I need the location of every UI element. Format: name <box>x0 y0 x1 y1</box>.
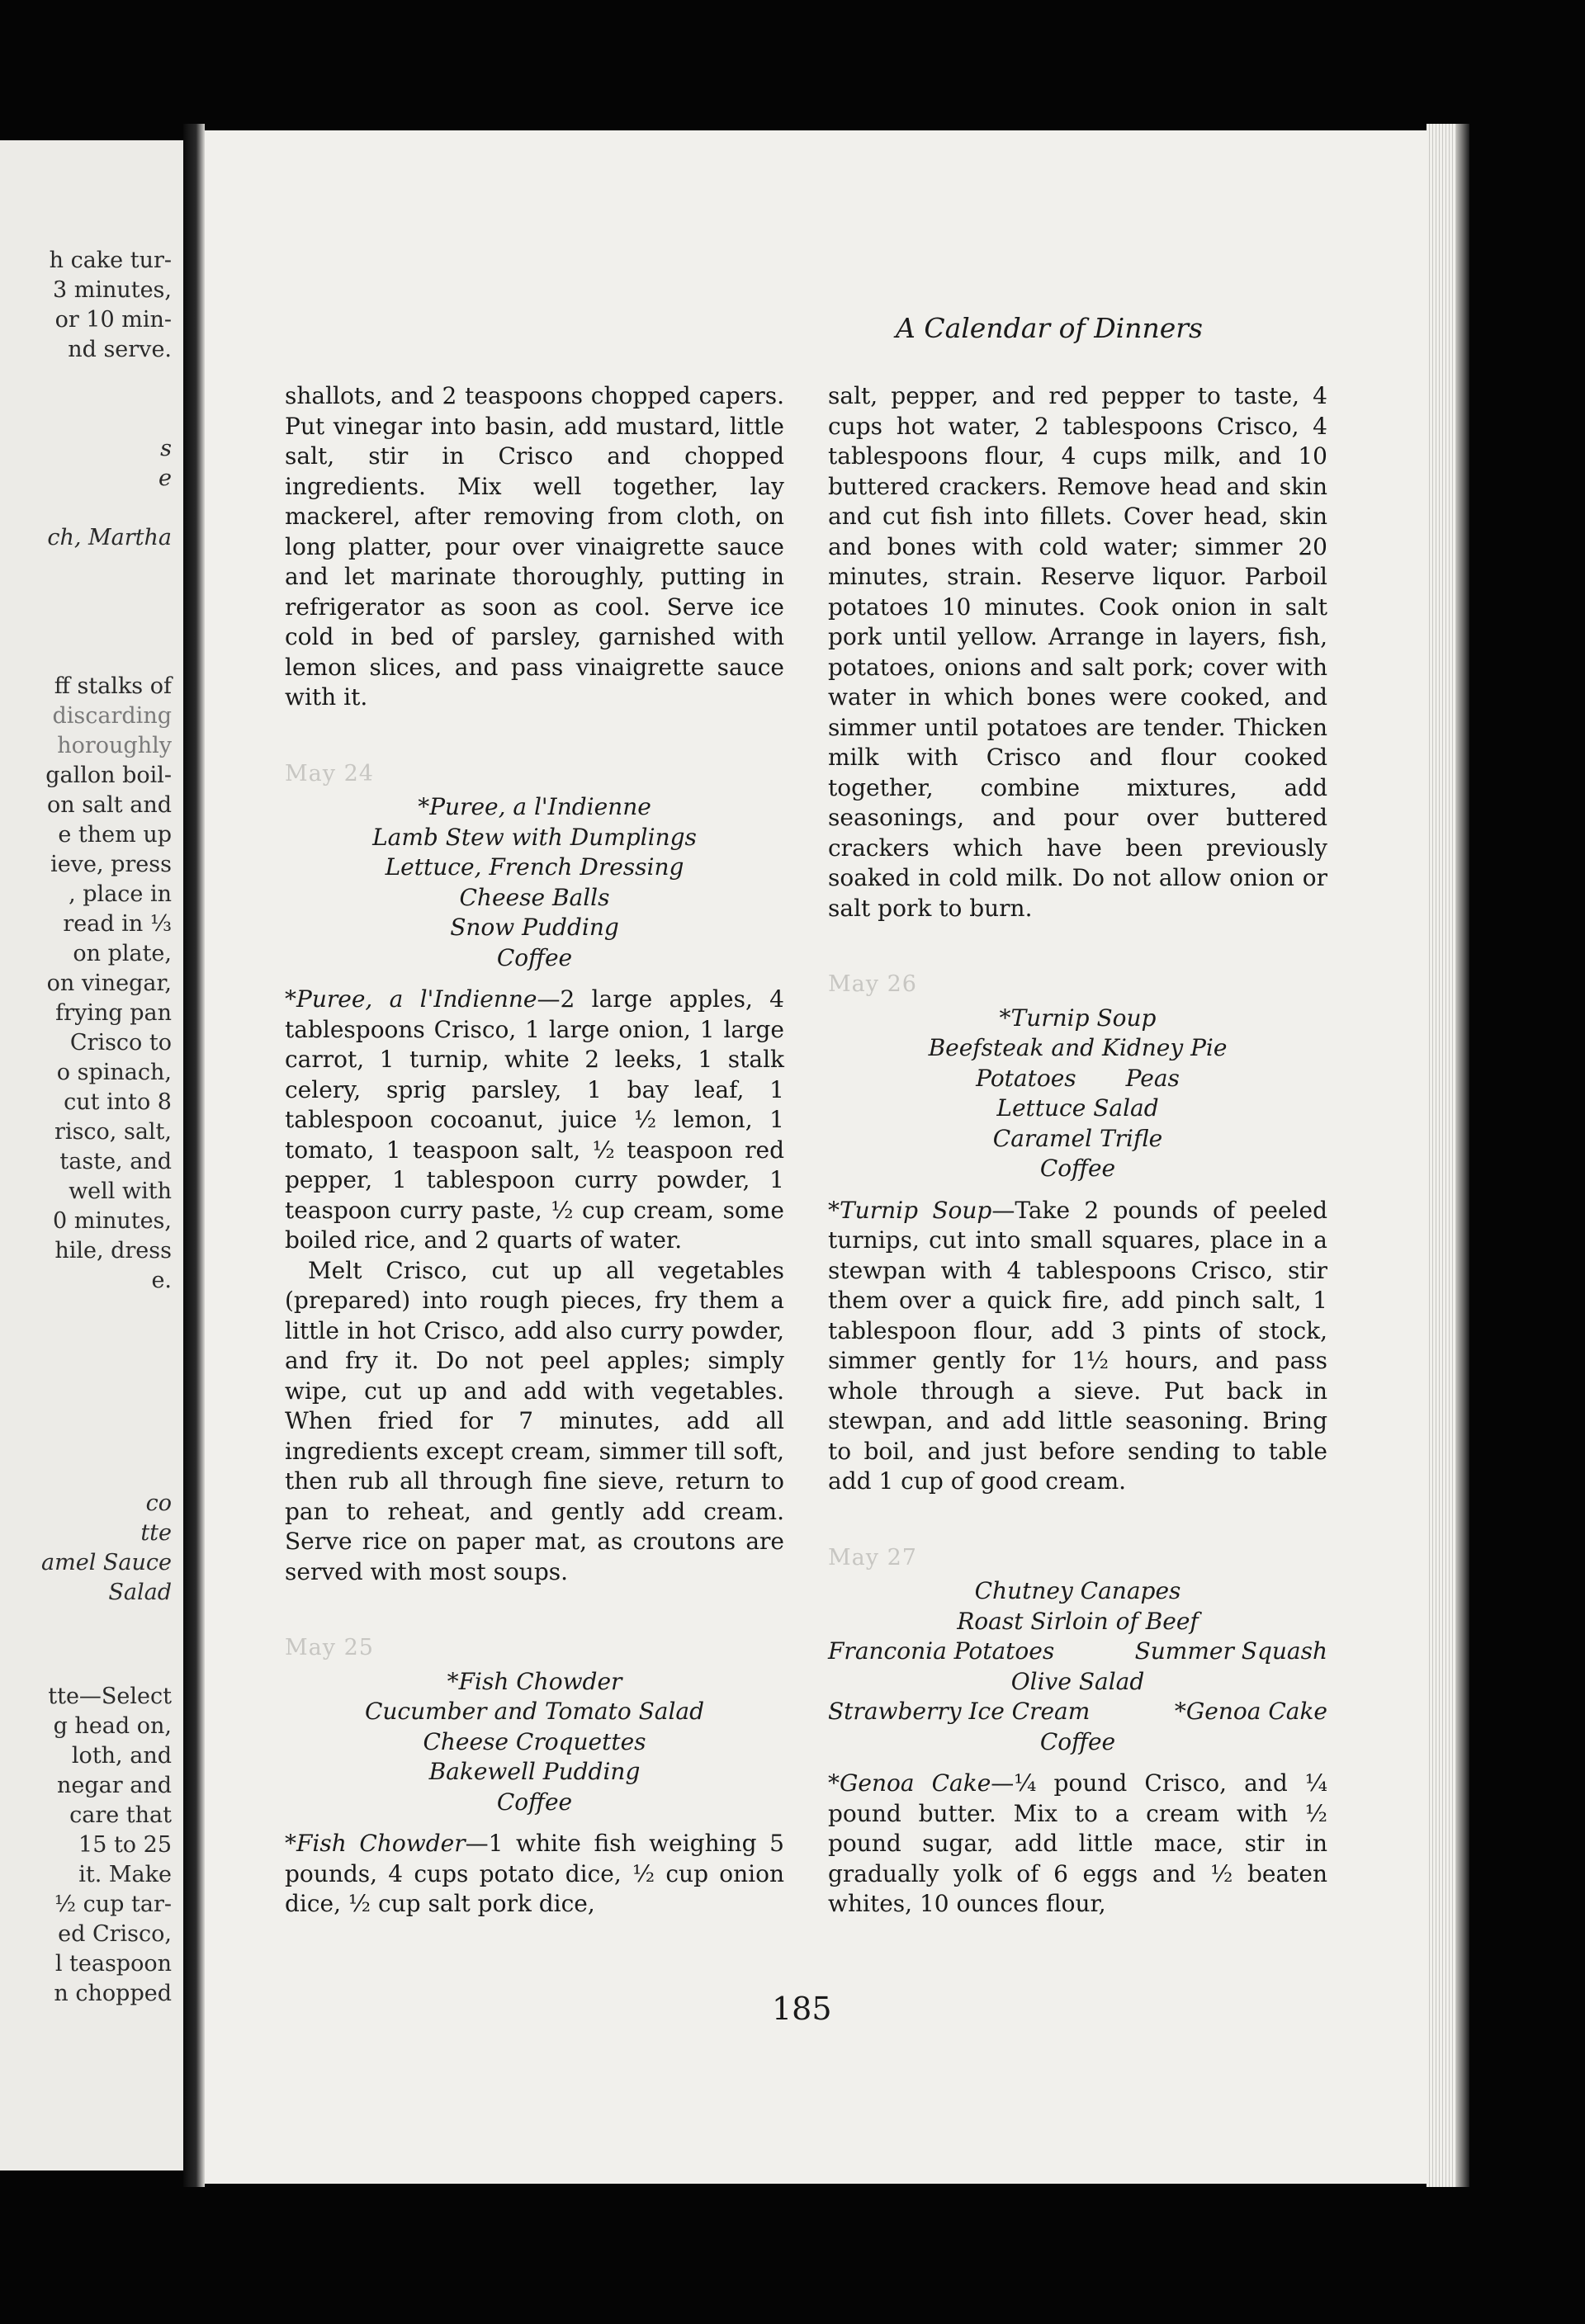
left-page-line: ed Crisco, <box>58 1921 172 1947</box>
recipe-paragraph <box>285 985 784 1256</box>
left-page-line: risco, salt, <box>54 1119 172 1145</box>
left-page-line: ch, Martha <box>47 525 172 550</box>
left-page-line: l teaspoon <box>54 1951 172 1977</box>
recipe-ingredients: —1 white fish weighing 5 pounds, 4 cups potato dice, ½ cup onion dice, ½ cup salt pork dice, <box>285 1830 784 1917</box>
recipe-title: *Fish Chowder <box>285 1830 466 1857</box>
recipe-title: *Puree, a l'Indienne <box>285 985 537 1013</box>
recipe-title: *Turnip Soup <box>828 1196 992 1224</box>
menu-item: Cheese Croquettes <box>423 1727 646 1755</box>
running-head: A Calendar of Dinners <box>896 312 1203 344</box>
left-page-line: cut into 8 <box>64 1089 172 1115</box>
menu-item: *Genoa Cake <box>1174 1698 1327 1725</box>
left-page-line: on vinegar, <box>46 971 172 996</box>
left-page-line: e them up <box>58 822 172 848</box>
menu-item: Coffee <box>1039 1727 1116 1755</box>
menu-item-pair <box>828 1697 1327 1727</box>
left-page-line: o spinach, <box>56 1060 172 1085</box>
menu-item: *Turnip Soup <box>999 1004 1157 1032</box>
dinner-menu <box>285 792 784 973</box>
menu-item: Lettuce Salad <box>996 1094 1159 1122</box>
menu-item: Coffee <box>1039 1155 1116 1182</box>
recipe-text: —Take 2 pounds of peeled turnips, cut into small squares, place in a stewpan with 4 tablespoons Crisco, stir them over a quick fire, add pinch salt, 1 tablespoon flour, add 3 pints of stock, simmer gently for 1½ hours, and pass whole through a sieve. Put back in stewpan, and add little seasoning. Bring to boil, and just before sending to table add 1 cup of good cream. <box>828 1196 1328 1495</box>
left-page-line: e. <box>151 1268 172 1293</box>
menu-item: Coffee <box>496 943 573 971</box>
left-page-line: tte—Select <box>48 1684 172 1709</box>
left-page-line: co <box>145 1490 172 1516</box>
continued-recipe-text: salt, pepper, and red pepper to taste, 4 cups hot water, 2 tablespoons Crisco, 4 tablespoons flour, 4 cups milk, and 10 buttered crackers. Remove head and skin and cut fish into fillets. Cover head, skin and bones with cold water; simmer 20 minutes, strain. Reserve liquor. Parboil potatoes 10 minutes. Cook onion in salt pork until yellow. Arrange in layers, fish, potatoes, onions and salt pork; cover with water in which bones were cooked, and simmer until potatoes are tender. Thicken milk with Crisco and flour cooked together, combine mixtures, add seasonings, and pour over buttered crackers which have been previously soaked in cold milk. Do not allow onion or salt pork to burn. <box>828 382 1327 922</box>
left-page-line: tte <box>140 1520 172 1546</box>
menu-item: Lettuce, French Dressing <box>385 853 684 881</box>
menu-item: Peas <box>1125 1064 1180 1092</box>
menu-item: Beefsteak and Kidney Pie <box>928 1034 1228 1061</box>
left-page-line: on salt and <box>46 792 172 818</box>
left-page-line: negar and <box>56 1773 172 1798</box>
left-page-line: , place in <box>69 881 172 907</box>
left-page-line: or 10 min- <box>54 307 172 333</box>
left-page-line: 3 minutes, <box>52 277 172 303</box>
left-page-line: 15 to 25 <box>78 1832 172 1858</box>
left-page-line: it. Make <box>78 1862 172 1887</box>
left-page-line: s <box>160 436 172 461</box>
menu-item: Coffee <box>496 1788 573 1816</box>
recipe-text: —¼ pound Crisco, and ¼ pound butter. Mix to a cream with ½ pound sugar, add little mace, stir in gradually yolk of 6 eggs and ½ beaten whites, 10 ounces flour, <box>828 1769 1328 1917</box>
recipe-paragraph <box>828 1769 1327 1920</box>
column-left <box>285 381 784 1920</box>
left-page-line: taste, and <box>59 1149 172 1174</box>
recipe-paragraph <box>828 1196 1327 1497</box>
left-page-line: nd serve. <box>68 337 172 362</box>
left-page-line: e <box>158 465 172 491</box>
left-page-line: loth, and <box>71 1743 172 1769</box>
left-page-line: 0 minutes, <box>52 1208 172 1234</box>
left-page-line: n chopped <box>54 1981 172 2006</box>
continued-recipe-text: shallots, and 2 teaspoons chopped capers. Put vinegar into basin, add mustard, little salt, stir in Crisco and chopped ingredients. Mix well together, lay mackerel, after removing from cloth, on long platter, pour over vinaigrette sauce and let marinate thoroughly, putting in refrigerator as soon as cool. Serve ice cold in bed of parsley, garnished with lemon slices, and pass vinaigrette sauce with it. <box>285 382 784 711</box>
left-page-line: hile, dress <box>54 1238 172 1264</box>
page-number: 185 <box>772 1991 832 2027</box>
column-right <box>828 381 1327 1920</box>
menu-item: Roast Sirloin of Beef <box>957 1607 1199 1635</box>
left-page-line: ieve, press <box>50 852 172 877</box>
menu-item: Caramel Trifle <box>992 1124 1163 1152</box>
left-page-line: frying pan <box>55 1000 172 1026</box>
menu-item: Strawberry Ice Cream <box>828 1698 1091 1725</box>
left-page-line: amel Sauce <box>41 1550 172 1575</box>
left-page-line: Salad <box>108 1580 172 1605</box>
left-page-line: well with <box>69 1179 172 1204</box>
dinner-menu <box>828 1004 1327 1184</box>
left-page-line: care that <box>69 1802 172 1828</box>
left-page-line: Crisco to <box>69 1030 172 1056</box>
dinner-menu <box>285 1667 784 1818</box>
page-edges <box>1426 124 1456 2187</box>
menu-item: Franconia Potatoes <box>828 1637 1055 1665</box>
book-gutter <box>183 124 205 2187</box>
recipe-title: *Genoa Cake <box>828 1769 991 1797</box>
recipe-paragraph <box>285 1829 784 1920</box>
menu-item: Cheese Balls <box>459 883 610 911</box>
menu-item: *Fish Chowder <box>447 1667 622 1695</box>
menu-item: Chutney Canapes <box>974 1577 1181 1604</box>
date-heading: May 26 <box>828 971 917 997</box>
menu-item-pair <box>828 1064 1327 1094</box>
left-page-line: g head on, <box>53 1713 172 1739</box>
menu-item: Bakewell Pudding <box>428 1758 641 1785</box>
left-page-line: gallon boil- <box>45 763 172 788</box>
dinner-menu <box>828 1576 1327 1757</box>
menu-item: Cucumber and Tomato Salad <box>364 1698 705 1725</box>
recipe-ingredients: —2 large apples, 4 tablespoons Crisco, 1 large onion, 1 large carrot, 1 turnip, white 2 leeks, 1 stalk celery, sprig parsley, 1 bay leaf, 1 tablespoon cocoanut, juice ½ lemon, 1 tomato, 1 teaspoon salt, ½ teaspoon red pepper, 1 tablespoon curry powder, 1 teaspoon curry paste, ½ cup cream, some boiled rice, and 2 quarts of water. <box>285 985 784 1254</box>
menu-item-pair <box>828 1637 1327 1667</box>
recipe-method: Melt Crisco, cut up all vegetables (prepared) into rough pieces, fry them a little in hot Crisco, add also curry powder, and fry it. Do not peel apples; simply wipe, cut up and add with vegetables. When fried for 7 minutes, add all ingredients except cream, simmer till soft, then rub all through fine sieve, return to pan to reheat, and gently add cream. Serve rice on paper mat, as croutons are served with most soups. <box>285 1256 784 1585</box>
menu-item: Lamb Stew with Dumplings <box>372 823 697 851</box>
left-page-fragment <box>0 140 183 2170</box>
menu-item: Snow Pudding <box>450 914 619 941</box>
menu-item: Olive Salad <box>1010 1667 1145 1695</box>
left-page-line: horoughly <box>57 733 172 758</box>
left-page-line: ff stalks of <box>54 673 172 699</box>
date-heading: May 25 <box>285 1635 374 1660</box>
left-page-line: ½ cup tar- <box>54 1892 172 1917</box>
menu-item: *Puree, a l'Indienne <box>418 793 651 820</box>
menu-item: Potatoes <box>976 1064 1076 1092</box>
left-page-line: on plate, <box>73 941 172 966</box>
left-page-line: discarding <box>52 703 172 729</box>
left-page-line: read in ⅓ <box>63 911 172 937</box>
left-page-line: h cake tur- <box>49 248 172 273</box>
menu-item: Summer Squash <box>1134 1637 1327 1665</box>
date-heading: May 27 <box>828 1544 917 1571</box>
page-edges-shadow <box>1456 124 1469 2187</box>
date-heading: May 24 <box>285 760 374 786</box>
